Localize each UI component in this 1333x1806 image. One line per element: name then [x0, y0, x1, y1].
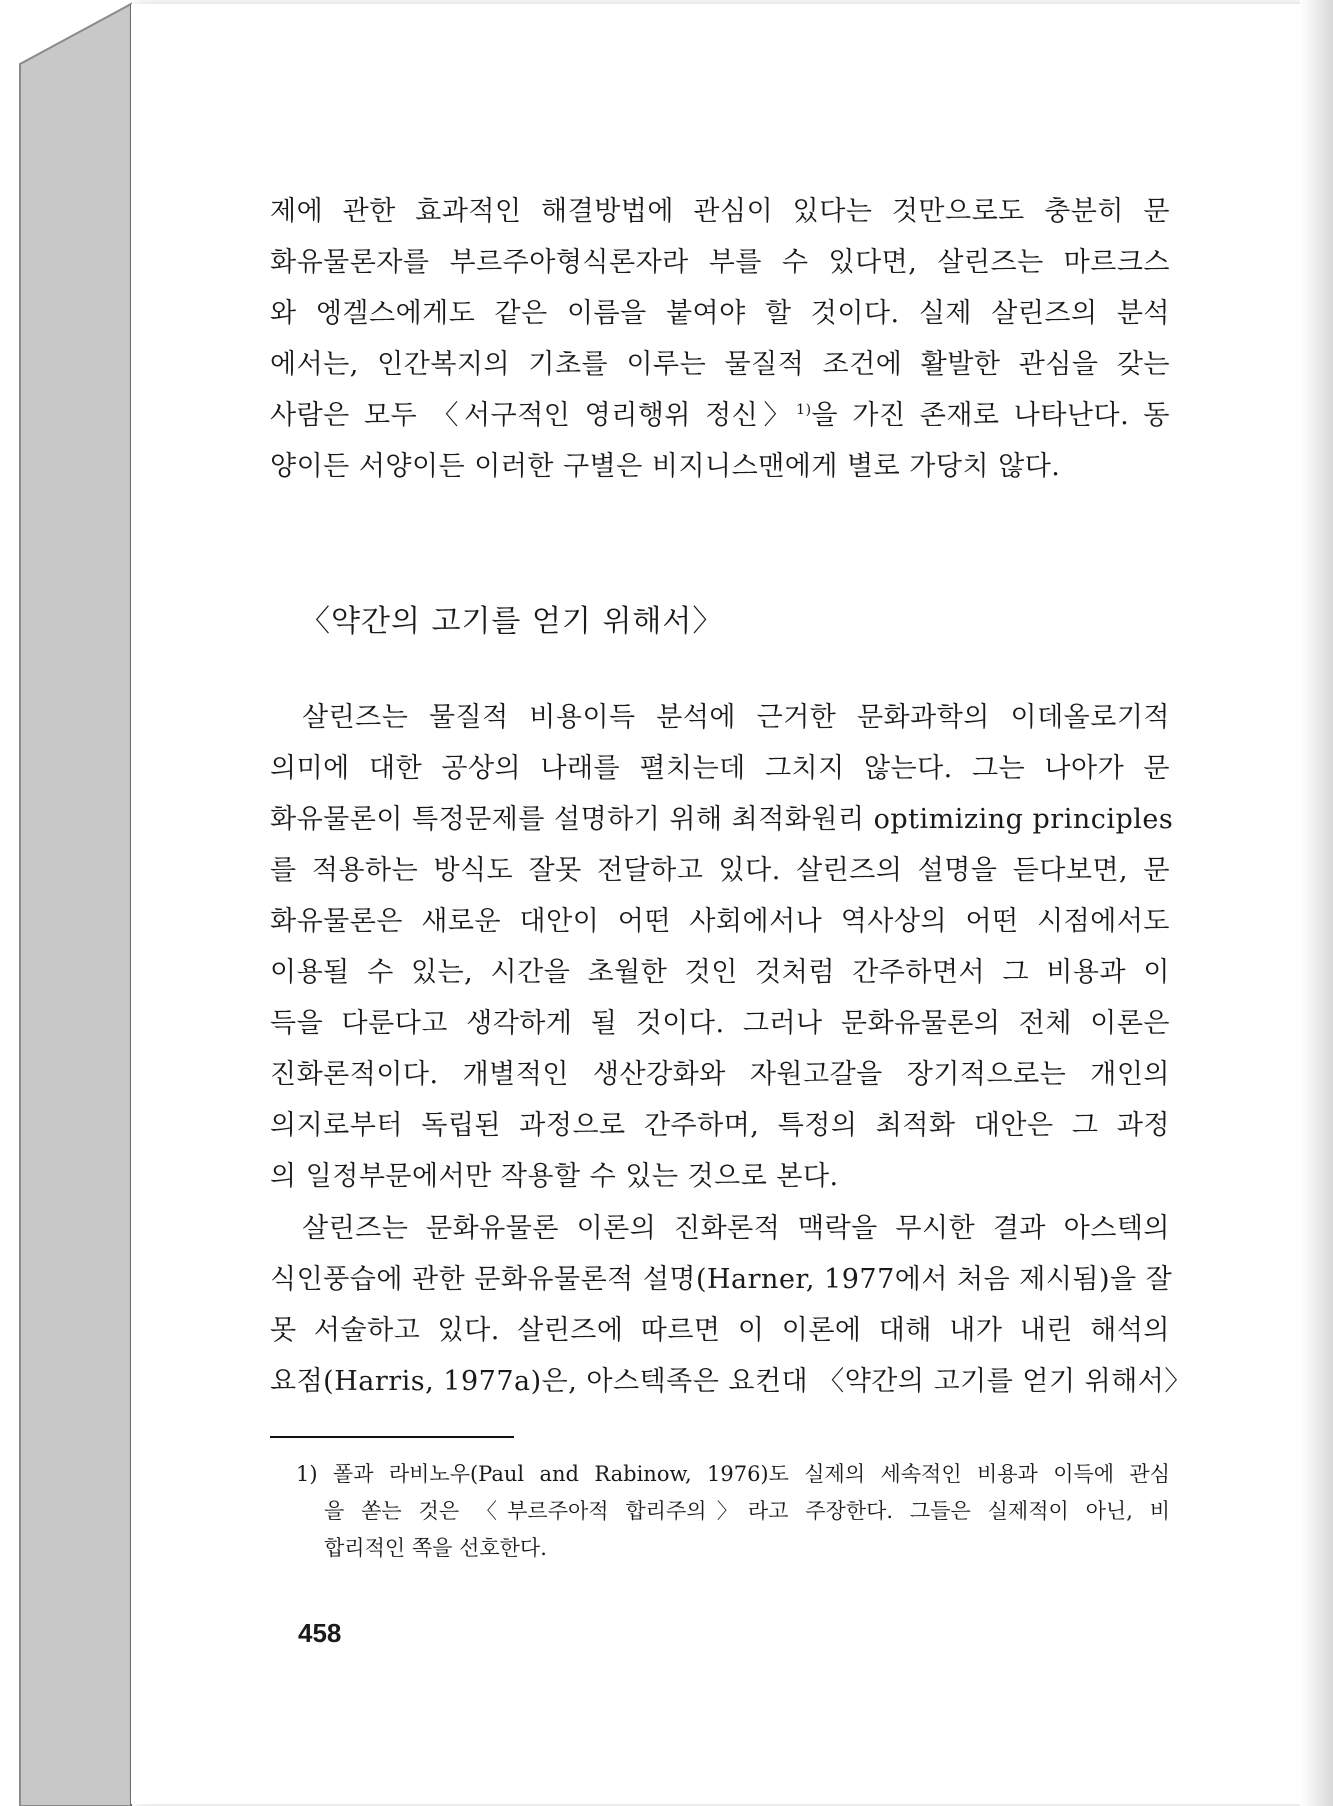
text-line: 와 엥겔스에게도 같은 이름을 붙여야 할 것이다. 실제 살린즈의 분석: [270, 298, 1170, 329]
footnote-line: 합리적인 쪽을 선호한다.: [324, 1536, 547, 1560]
text-line: 살린즈는 물질적 비용이득 분석에 근거한 문화과학의 이데올로기적: [302, 702, 1170, 733]
footnote-reference: 1): [796, 402, 812, 418]
text-line: 를 적용하는 방식도 잘못 전달하고 있다. 살린즈의 설명을 듣다보면, 문: [270, 855, 1170, 886]
text-line: 의미에 대한 공상의 나래를 펼치는데 그치지 않는다. 그는 나아가 문: [270, 753, 1170, 784]
text-line: 에서는, 인간복지의 기초를 이루는 물질적 조건에 활발한 관심을 갖는: [270, 349, 1170, 380]
text-line: [270, 390, 1170, 441]
text-line: 화유물론은 새로운 대안이 어떤 사회에서나 역사상의 어떤 시점에서도: [270, 906, 1170, 937]
text-line: 양이든 서양이든 이러한 구별은 비지니스맨에게 별로 가당치 않다.: [270, 451, 1061, 482]
text-line: 못 서술하고 있다. 살린즈에 따르면 이 이론에 대해 내가 내린 해석의: [270, 1315, 1170, 1346]
text-line: 화유물론이 특정문제를 설명하기 위해 최적화원리 optimizing principles: [270, 804, 1174, 835]
text-line: 제에 관한 효과적인 해결방법에 관심이 있다는 것만으로도 충분히 문: [270, 196, 1170, 227]
text-line: 요점(Harris, 1977a)은, 아스텍족은 요컨대 〈약간의 고기를 얻기 위해서〉: [270, 1366, 1192, 1397]
text-segment: 사람은 모두 〈서구적인 영리행위 정신〉: [270, 400, 797, 431]
text-segment: 을 가진 존재로 나타난다. 동: [811, 400, 1170, 431]
page-edge-shadow: [1300, 0, 1333, 1806]
footnote-line: 을 쏟는 것은 〈부르주아적 합리주의〉라고 주장한다. 그들은 실제적이 아닌, 비: [324, 1499, 1170, 1523]
page-number: 458: [298, 1618, 342, 1648]
text-line: 진화론적이다. 개별적인 생산강화와 자원고갈을 장기적으로는 개인의: [270, 1059, 1170, 1090]
section-heading: 〈약간의 고기를 얻기 위해서〉: [300, 604, 724, 639]
text-line: 의지로부터 독립된 과정으로 간주하며, 특정의 최적화 대안은 그 과정: [270, 1110, 1170, 1141]
text-line: 의 일정부문에서만 작용할 수 있는 것으로 본다.: [270, 1161, 839, 1192]
footnote: [296, 1456, 1170, 1567]
text-line: 이용될 수 있는, 시간을 초월한 것인 것처럼 간주하면서 그 비용과 이: [270, 957, 1170, 988]
text-line: 식인풍습에 관한 문화유물론적 설명(Harner, 1977에서 처음 제시됨)을 잘: [270, 1264, 1173, 1295]
text-line: 화유물론자를 부르주아형식론자라 부를 수 있다면, 살린즈는 마르크스: [270, 247, 1170, 278]
paragraph-main: [270, 692, 1174, 1202]
footnote-divider: [270, 1436, 514, 1438]
text-line: 득을 다룬다고 생각하게 될 것이다. 그러나 문화유물론의 전체 이론은: [270, 1008, 1170, 1039]
footnote-line: 1) 폴과 라비노우(Paul and Rabinow, 1976)도 실제의 세속적인 비용과 이득에 관심: [296, 1462, 1170, 1486]
text-line: 살린즈는 문화유물론 이론의 진화론적 맥락을 무시한 결과 아스텍의: [302, 1213, 1170, 1244]
paragraph-continued: [270, 186, 1170, 492]
paragraph-aztec: [270, 1203, 1192, 1407]
